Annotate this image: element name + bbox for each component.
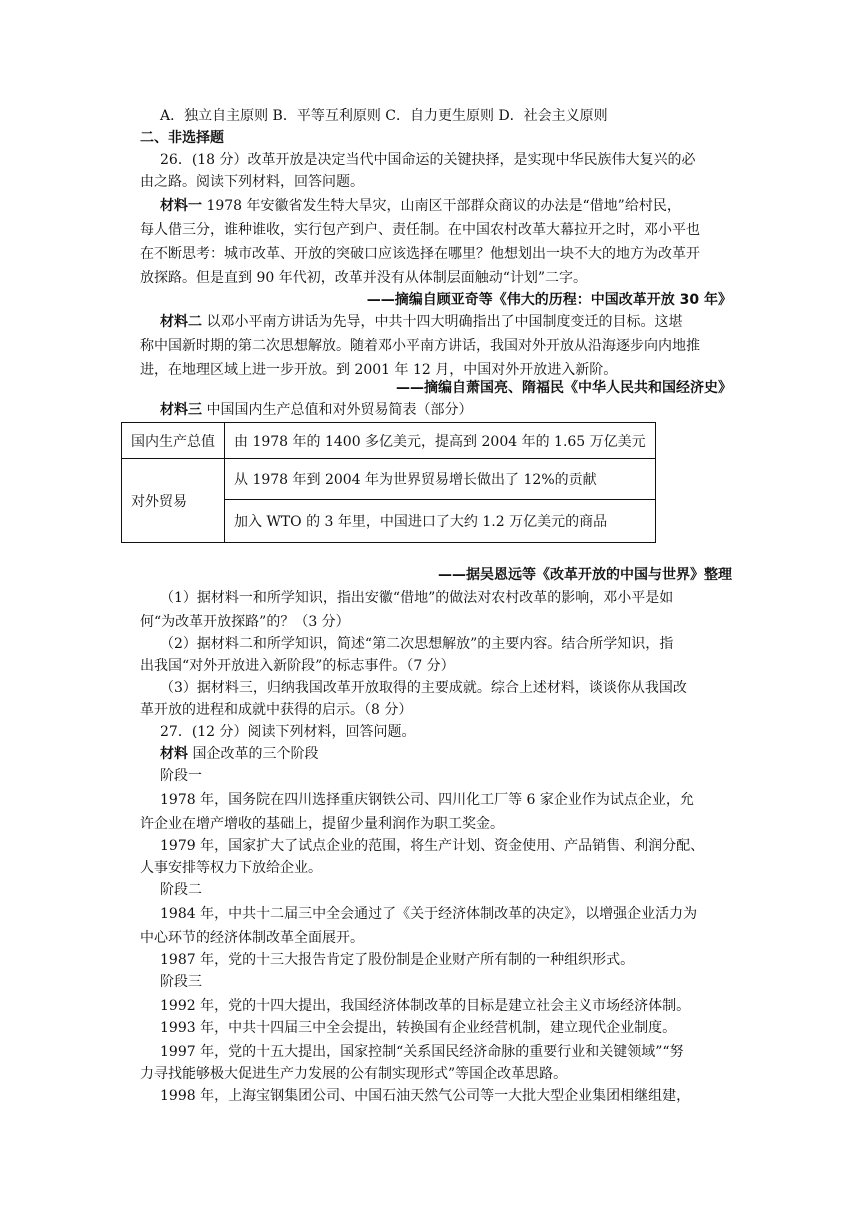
- q27-stage-3-b: 1993 年，中共十四届三中全会提出，转换国有企业经营机制，建立现代企业制度。: [160, 1020, 677, 1036]
- q27-stage-2-b: 1987 年，党的十三大报告肯定了股份制是企业财产所有制的一种组织形式。: [160, 952, 635, 968]
- table-cell-trade-value-2: 加入 WTO 的 3 年里，中国进口了大约 1.2 万亿美元的商品: [225, 500, 656, 543]
- q26-sub3-line-2: 革开放的进程和成就中获得的启示。（8 分）: [140, 702, 413, 718]
- table-row: [122, 459, 656, 500]
- q26-intro-2: 由之路。阅读下列材料，回答问题。: [140, 174, 364, 190]
- material-2-text: 以邓小平南方讲话为先导，中共十四大明确指出了中国制度变迁的目标。这堪: [202, 314, 683, 330]
- q27-stage-1: 阶段一: [160, 768, 202, 784]
- table-cell-gdp-value: 由 1978 年的 1400 多亿美元，提高到 2004 年的 1.65 万亿美元: [225, 423, 656, 459]
- q27-stage-2: 阶段二: [160, 882, 202, 898]
- q26-material-3-title: [160, 399, 752, 421]
- material-3-text: 中国国内生产总值和对外贸易简表（部分）: [202, 402, 473, 418]
- q27-material-label: 材料: [160, 746, 188, 762]
- section-title: 二、非选择题: [140, 130, 224, 146]
- q27-stage-2-a-2: 中心环节的经济体制改革全面展开。: [140, 930, 364, 946]
- q27-stage-1-a-2: 许企业在增产增收的基础上，提留少量利润作为职工奖金。: [140, 816, 504, 832]
- q27-stage-3-c-1: 1997 年，党的十五大提出，国家控制“关系国民经济命脉的重要行业和关键领域”“努: [160, 1044, 684, 1060]
- material-1-text: 1978 年安徽省发生特大旱灾，山南区干部群众商议的办法是“借地”给村民，: [202, 198, 681, 214]
- q26-material-1-line-2: 每人借三分，谁种谁收，实行包产到户、责任制。在中国农村改革大幕拉开之时，邓小平也: [140, 222, 700, 238]
- q27-stage-1-b-2: 人事安排等权力下放给企业。: [140, 860, 322, 876]
- q27-stage-1-a-1: 1978 年，国务院在四川选择重庆钢铁公司、四川化工厂等 6 家企业作为试点企业，允: [160, 792, 694, 808]
- q26-material-2-line-2: 称中国新时期的第二次思想解放。随着邓小平南方讲话，我国对外开放从沿海逐步向内地推: [140, 338, 700, 354]
- q27-stage-1-b-1: 1979 年，国家扩大了试点企业的范围，将生产计划、资金使用、产品销售、利润分配、: [160, 838, 705, 854]
- table-row: [122, 423, 656, 459]
- q26-material-2-line-3: 进，在地理区域上进一步开放。到 2001 年 12 月，中国对外开放进入新阶。: [140, 362, 618, 378]
- q26-sub2-line-2: 出我国“对外开放进入新阶段”的标志事件。（7 分）: [140, 658, 455, 674]
- table-cell-gdp-head: 国内生产总值: [122, 423, 225, 459]
- gdp-trade-table: [121, 422, 656, 543]
- q26-material-1-line-3: 在不断思考：城市改革、开放的突破口应该选择在哪里？他想划出一块不大的地方为改革开: [140, 246, 700, 262]
- material-3-label: 材料三: [160, 402, 202, 418]
- q27-stage-2-a-1: 1984 年，中共十二届三中全会通过了《关于经济体制改革的决定》，以增强企业活力为: [160, 906, 698, 922]
- q26-material-2-line-1: [160, 311, 752, 333]
- material-1-label: 材料一: [160, 198, 202, 214]
- material-2-label: 材料二: [160, 314, 202, 330]
- q26-intro-1: 26．(18 分）改革开放是决定当代中国命运的关键抉择，是实现中华民族伟大复兴的必: [160, 152, 696, 168]
- q26-sub1-line-2: 何“为改革开放探路”的？（3 分）: [140, 614, 350, 630]
- choice-options: A．独立自主原则 B．平等互利原则 C．自力更生原则 D．社会主义原则: [160, 108, 608, 124]
- q26-material-3-source: ——据吴恩远等《改革开放的中国与世界》整理: [438, 567, 732, 583]
- q26-material-1-source: ——摘编自顾亚奇等《伟大的历程：中国改革开放 30 年》: [366, 292, 732, 308]
- q27-stage-3: 阶段三: [160, 974, 202, 990]
- q26-sub1-line-1: （1）据材料一和所学知识，指出安徽“借地”的做法对农村改革的影响，邓小平是如: [160, 590, 674, 606]
- q27-stage-3-a: 1992 年，党的十四大提出，我国经济体制改革的目标是建立社会主义市场经济体制。: [160, 998, 691, 1014]
- q26-sub2-line-1: （2）据材料二和所学知识，简述“第二次思想解放”的主要内容。结合所学知识，指: [160, 636, 674, 652]
- q27-material-title: [160, 743, 752, 765]
- q27-stage-3-d: 1998 年，上海宝钢集团公司、中国石油天然气公司等一大批大型企业集团相继组建，: [160, 1088, 691, 1104]
- q26-sub3-line-1: （3）据材料三，归纳我国改革开放取得的主要成就。综合上述材料，谈谈你从我国改: [160, 680, 687, 696]
- q26-material-1-line-1: [160, 195, 752, 217]
- q27-stage-3-c-2: 力寻找能够极大促进生产力发展的公有制实现形式”等国企改革思路。: [140, 1066, 568, 1082]
- q27-material-text: 国企改革的三个阶段: [188, 746, 319, 762]
- table-cell-trade-head: 对外贸易: [122, 459, 225, 543]
- q27-intro: 27．(12 分）阅读下列材料，回答问题。: [160, 724, 416, 740]
- q26-material-1-line-4: 放探路。但是直到 90 年代初，改革并没有从体制层面触动“计划”二字。: [140, 270, 588, 286]
- q26-material-2-source: ——摘编自萧国亮、隋福民《中华人民共和国经济史》: [396, 380, 732, 396]
- table-cell-trade-value-1: 从 1978 年到 2004 年为世界贸易增长做出了 12%的贡献: [225, 459, 656, 500]
